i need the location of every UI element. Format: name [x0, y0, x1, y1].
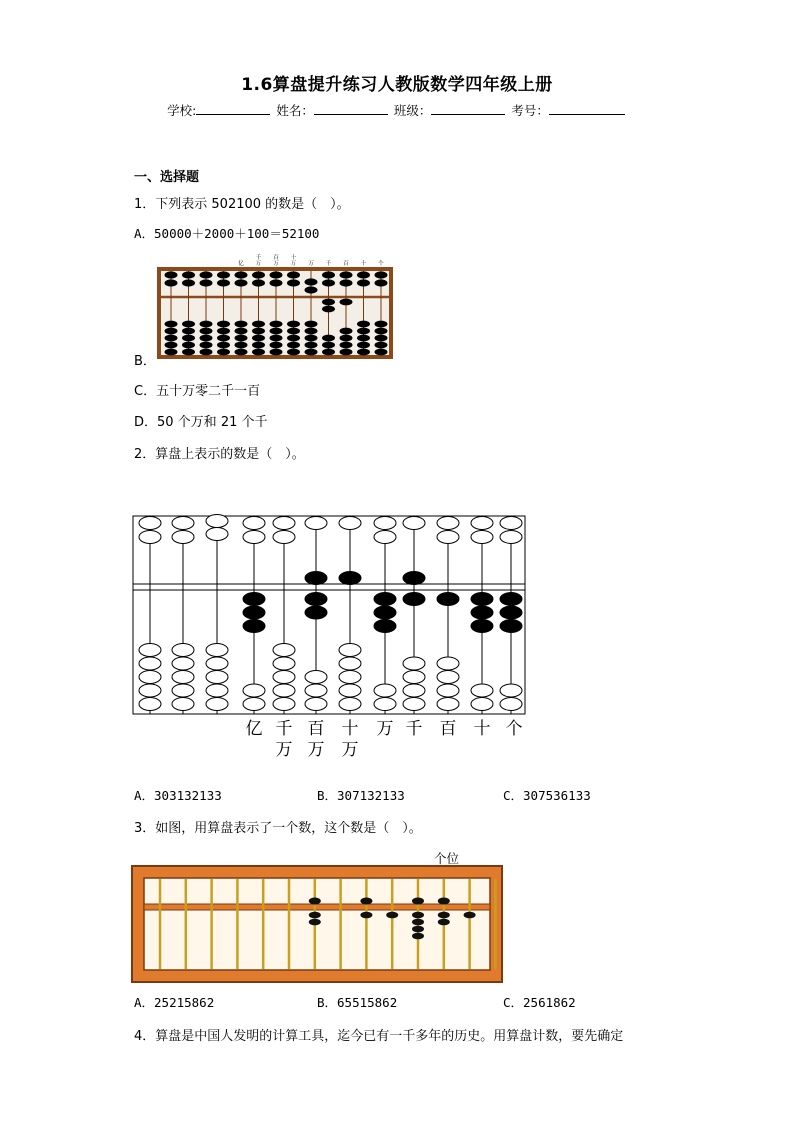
bead: [182, 349, 195, 356]
bead-empty: [374, 684, 396, 697]
bead: [287, 321, 300, 328]
bead: [252, 271, 265, 278]
bead-empty: [339, 644, 361, 657]
bead-empty: [273, 657, 295, 670]
q4-stem: 4．算盘是中国人发明的计算工具，迄今已有一千多年的历史。用算盘计数，要先确定: [134, 1029, 624, 1044]
place-label: 千: [275, 719, 293, 739]
bead: [340, 349, 353, 356]
name-label: 姓名：: [276, 103, 314, 118]
place-label: 万: [273, 261, 279, 267]
bead-empty: [305, 517, 327, 530]
bead: [270, 321, 283, 328]
bead: [412, 912, 424, 919]
bead: [287, 335, 300, 342]
bead: [322, 349, 335, 356]
bead-empty: [139, 517, 161, 530]
bead-empty: [500, 684, 522, 697]
place-label: 个: [378, 261, 384, 267]
bead-empty: [206, 671, 228, 684]
bead: [165, 349, 178, 356]
place-label: 亿: [238, 261, 244, 267]
bead: [287, 279, 300, 286]
bead-empty: [437, 517, 459, 530]
q1-option-b[interactable]: B．: [134, 354, 156, 369]
q1-option-d[interactable]: D．50 个万和 21 个千: [134, 415, 268, 430]
bead-filled: [243, 620, 265, 633]
bead: [235, 279, 248, 286]
place-label: 亿: [245, 719, 263, 739]
abacus-beam: [144, 904, 490, 910]
place-label: 十: [360, 261, 367, 267]
class-label: 班级：: [393, 103, 432, 118]
bead: [360, 912, 372, 919]
bead-empty: [471, 517, 493, 530]
place-label: 十: [473, 719, 491, 739]
bead-filled: [500, 606, 522, 619]
bead: [305, 321, 318, 328]
bead-empty: [403, 698, 425, 711]
bead: [165, 335, 178, 342]
bead: [438, 898, 450, 905]
bead-empty: [500, 698, 522, 711]
bead: [322, 335, 335, 342]
bead-filled: [374, 606, 396, 619]
place-label: 万: [341, 740, 359, 760]
bead-filled: [339, 572, 361, 585]
bead: [360, 898, 372, 905]
bead: [270, 328, 283, 335]
bead-empty: [139, 657, 161, 670]
bead: [165, 321, 178, 328]
bead-empty: [206, 644, 228, 657]
bead: [252, 335, 265, 342]
bead-empty: [273, 698, 295, 711]
bead-filled: [437, 593, 459, 606]
bead-empty: [374, 531, 396, 544]
bead: [340, 299, 353, 306]
bead: [357, 321, 370, 328]
bead: [217, 335, 230, 342]
bead: [375, 271, 388, 278]
bead: [182, 342, 195, 349]
bead: [357, 328, 370, 335]
place-label: 百: [439, 719, 457, 739]
q3-option-a[interactable]: A．25215862: [134, 995, 215, 1010]
bead-empty: [339, 684, 361, 697]
bead-empty: [374, 517, 396, 530]
bead-empty: [206, 684, 228, 697]
q2-stem: 2．算盘上表示的数是（ ）。: [134, 447, 305, 462]
bead-empty: [139, 671, 161, 684]
place-label: 十: [341, 719, 359, 739]
bead: [165, 342, 178, 349]
bead: [217, 349, 230, 356]
bead: [165, 271, 178, 278]
bead: [217, 342, 230, 349]
bead-empty: [172, 531, 194, 544]
bead-empty: [374, 698, 396, 711]
bead: [252, 349, 265, 356]
bead: [235, 349, 248, 356]
bead-empty: [206, 528, 228, 541]
exam-number-field[interactable]: [549, 102, 625, 115]
place-label: 千: [255, 255, 262, 261]
bead-empty: [172, 698, 194, 711]
bead: [322, 306, 335, 313]
bead: [217, 328, 230, 335]
place-label: 千: [325, 261, 332, 267]
bead: [322, 299, 335, 306]
bead: [200, 279, 213, 286]
bead: [252, 328, 265, 335]
bead-empty: [437, 657, 459, 670]
section-heading: 一、选择题: [134, 170, 200, 185]
bead-filled: [243, 593, 265, 606]
bead-filled: [471, 620, 493, 633]
bead: [375, 279, 388, 286]
bead: [235, 328, 248, 335]
bead: [375, 335, 388, 342]
q2-option-a[interactable]: A．303132133: [134, 788, 222, 803]
q3-option-c[interactable]: C．2561862: [503, 995, 576, 1010]
bead-filled: [403, 593, 425, 606]
bead: [182, 335, 195, 342]
place-label: 万: [290, 261, 297, 267]
bead-empty: [437, 698, 459, 711]
bead-empty: [471, 684, 493, 697]
bead: [340, 328, 353, 335]
bead: [235, 321, 248, 328]
bead: [340, 271, 353, 278]
bead-empty: [139, 531, 161, 544]
bead-empty: [139, 644, 161, 657]
bead: [322, 279, 335, 286]
bead: [305, 286, 318, 293]
bead: [386, 912, 398, 919]
bead-empty: [273, 671, 295, 684]
bead: [412, 933, 424, 940]
student-info-line: [0, 101, 794, 119]
bead: [305, 328, 318, 335]
bead-empty: [437, 531, 459, 544]
bead: [357, 279, 370, 286]
bead: [217, 271, 230, 278]
q2-option-c[interactable]: C．307536133: [503, 788, 591, 803]
bead-empty: [339, 517, 361, 530]
bead-filled: [471, 593, 493, 606]
bead: [270, 349, 283, 356]
bead: [200, 321, 213, 328]
class-field[interactable]: [431, 102, 505, 115]
ones-place-label: 个位: [434, 851, 460, 866]
place-label: 万: [275, 740, 293, 760]
bead: [182, 321, 195, 328]
bead-empty: [500, 531, 522, 544]
bead: [412, 898, 424, 905]
q1-stem: 1．下列表示 502100 的数是（ ）。: [134, 197, 350, 212]
bead-empty: [139, 698, 161, 711]
bead: [287, 349, 300, 356]
bead-empty: [273, 644, 295, 657]
bead: [287, 328, 300, 335]
place-label: 万: [376, 719, 394, 739]
abacus-frame: [133, 516, 525, 714]
bead: [235, 342, 248, 349]
bead-empty: [471, 698, 493, 711]
bead-empty: [243, 684, 265, 697]
bead: [217, 321, 230, 328]
bead-empty: [172, 517, 194, 530]
bead: [270, 342, 283, 349]
bead: [270, 279, 283, 286]
place-label: 万: [255, 261, 262, 267]
bead: [375, 342, 388, 349]
place-label: 十: [290, 255, 297, 261]
bead: [322, 271, 335, 278]
place-label: 百: [343, 261, 349, 267]
bead: [182, 279, 195, 286]
bead-filled: [305, 606, 327, 619]
bead: [412, 919, 424, 926]
bead-empty: [273, 517, 295, 530]
bead: [322, 342, 335, 349]
place-label: 百: [307, 719, 325, 739]
bead: [270, 271, 283, 278]
bead: [340, 335, 353, 342]
bead-filled: [374, 620, 396, 633]
bead-empty: [339, 671, 361, 684]
q3-abacus-figure: [130, 864, 506, 984]
bead-filled: [305, 572, 327, 585]
bead-empty: [172, 684, 194, 697]
place-label: 万: [308, 261, 314, 267]
exam-number-label: 考号：: [511, 103, 549, 118]
bead: [309, 919, 321, 926]
bead: [200, 271, 213, 278]
bead-empty: [437, 684, 459, 697]
bead: [357, 271, 370, 278]
bead-empty: [471, 531, 493, 544]
bead-empty: [305, 671, 327, 684]
bead: [357, 349, 370, 356]
bead-empty: [500, 517, 522, 530]
bead: [200, 335, 213, 342]
bead: [305, 335, 318, 342]
bead-empty: [243, 698, 265, 711]
place-label: 万: [307, 740, 325, 760]
q1-option-a[interactable]: A．50000＋2000＋100＝52100: [134, 226, 320, 241]
bead-empty: [305, 684, 327, 697]
q3-option-b[interactable]: B．65515862: [317, 995, 398, 1010]
place-label: 个: [505, 719, 523, 739]
bead: [357, 335, 370, 342]
bead-empty: [206, 515, 228, 528]
bead-empty: [243, 531, 265, 544]
bead: [252, 342, 265, 349]
bead-empty: [305, 698, 327, 711]
bead: [464, 912, 476, 919]
bead-empty: [339, 698, 361, 711]
bead: [340, 342, 353, 349]
bead: [252, 279, 265, 286]
q1-abacus-figure: [155, 252, 395, 362]
bead: [182, 271, 195, 278]
place-label: 千: [405, 719, 423, 739]
bead: [287, 342, 300, 349]
bead: [412, 926, 424, 933]
bead-empty: [437, 671, 459, 684]
q3-stem: 3．如图，用算盘表示了一个数，这个数是（ ）。: [134, 821, 422, 836]
bead-empty: [206, 657, 228, 670]
bead: [375, 321, 388, 328]
school-field[interactable]: [196, 102, 270, 115]
bead-empty: [403, 684, 425, 697]
bead-filled: [243, 606, 265, 619]
bead: [309, 898, 321, 905]
bead: [438, 919, 450, 926]
bead-filled: [471, 606, 493, 619]
page-title: 1.6算盘提升练习人教版数学四年级上册: [241, 75, 553, 95]
bead: [375, 349, 388, 356]
bead-empty: [172, 671, 194, 684]
bead: [270, 335, 283, 342]
bead-empty: [139, 684, 161, 697]
place-label: 百: [273, 255, 279, 261]
bead-empty: [273, 531, 295, 544]
bead: [165, 328, 178, 335]
bead: [357, 342, 370, 349]
bead: [235, 271, 248, 278]
q2-option-b[interactable]: B．307132133: [317, 788, 405, 803]
bead: [305, 349, 318, 356]
bead: [200, 328, 213, 335]
bead: [235, 335, 248, 342]
bead: [305, 342, 318, 349]
bead-empty: [172, 644, 194, 657]
q1-option-c[interactable]: C．五十万零二千一百: [134, 384, 261, 399]
bead: [309, 912, 321, 919]
bead-empty: [273, 684, 295, 697]
name-field[interactable]: [314, 102, 388, 115]
bead: [252, 321, 265, 328]
bead-empty: [172, 657, 194, 670]
bead: [200, 349, 213, 356]
bead-empty: [403, 671, 425, 684]
bead-filled: [500, 593, 522, 606]
q2-abacus-figure: [130, 512, 530, 762]
bead-empty: [403, 657, 425, 670]
school-label: 学校:: [167, 103, 197, 118]
bead: [305, 278, 318, 285]
bead: [438, 912, 450, 919]
bead: [165, 279, 178, 286]
bead: [287, 271, 300, 278]
bead: [375, 328, 388, 335]
bead-empty: [403, 517, 425, 530]
bead: [200, 342, 213, 349]
bead-empty: [339, 657, 361, 670]
bead-filled: [374, 593, 396, 606]
bead: [217, 279, 230, 286]
bead-empty: [206, 698, 228, 711]
bead-filled: [305, 593, 327, 606]
bead: [340, 279, 353, 286]
bead: [182, 328, 195, 335]
bead-empty: [243, 517, 265, 530]
bead-filled: [403, 572, 425, 585]
bead-filled: [500, 620, 522, 633]
